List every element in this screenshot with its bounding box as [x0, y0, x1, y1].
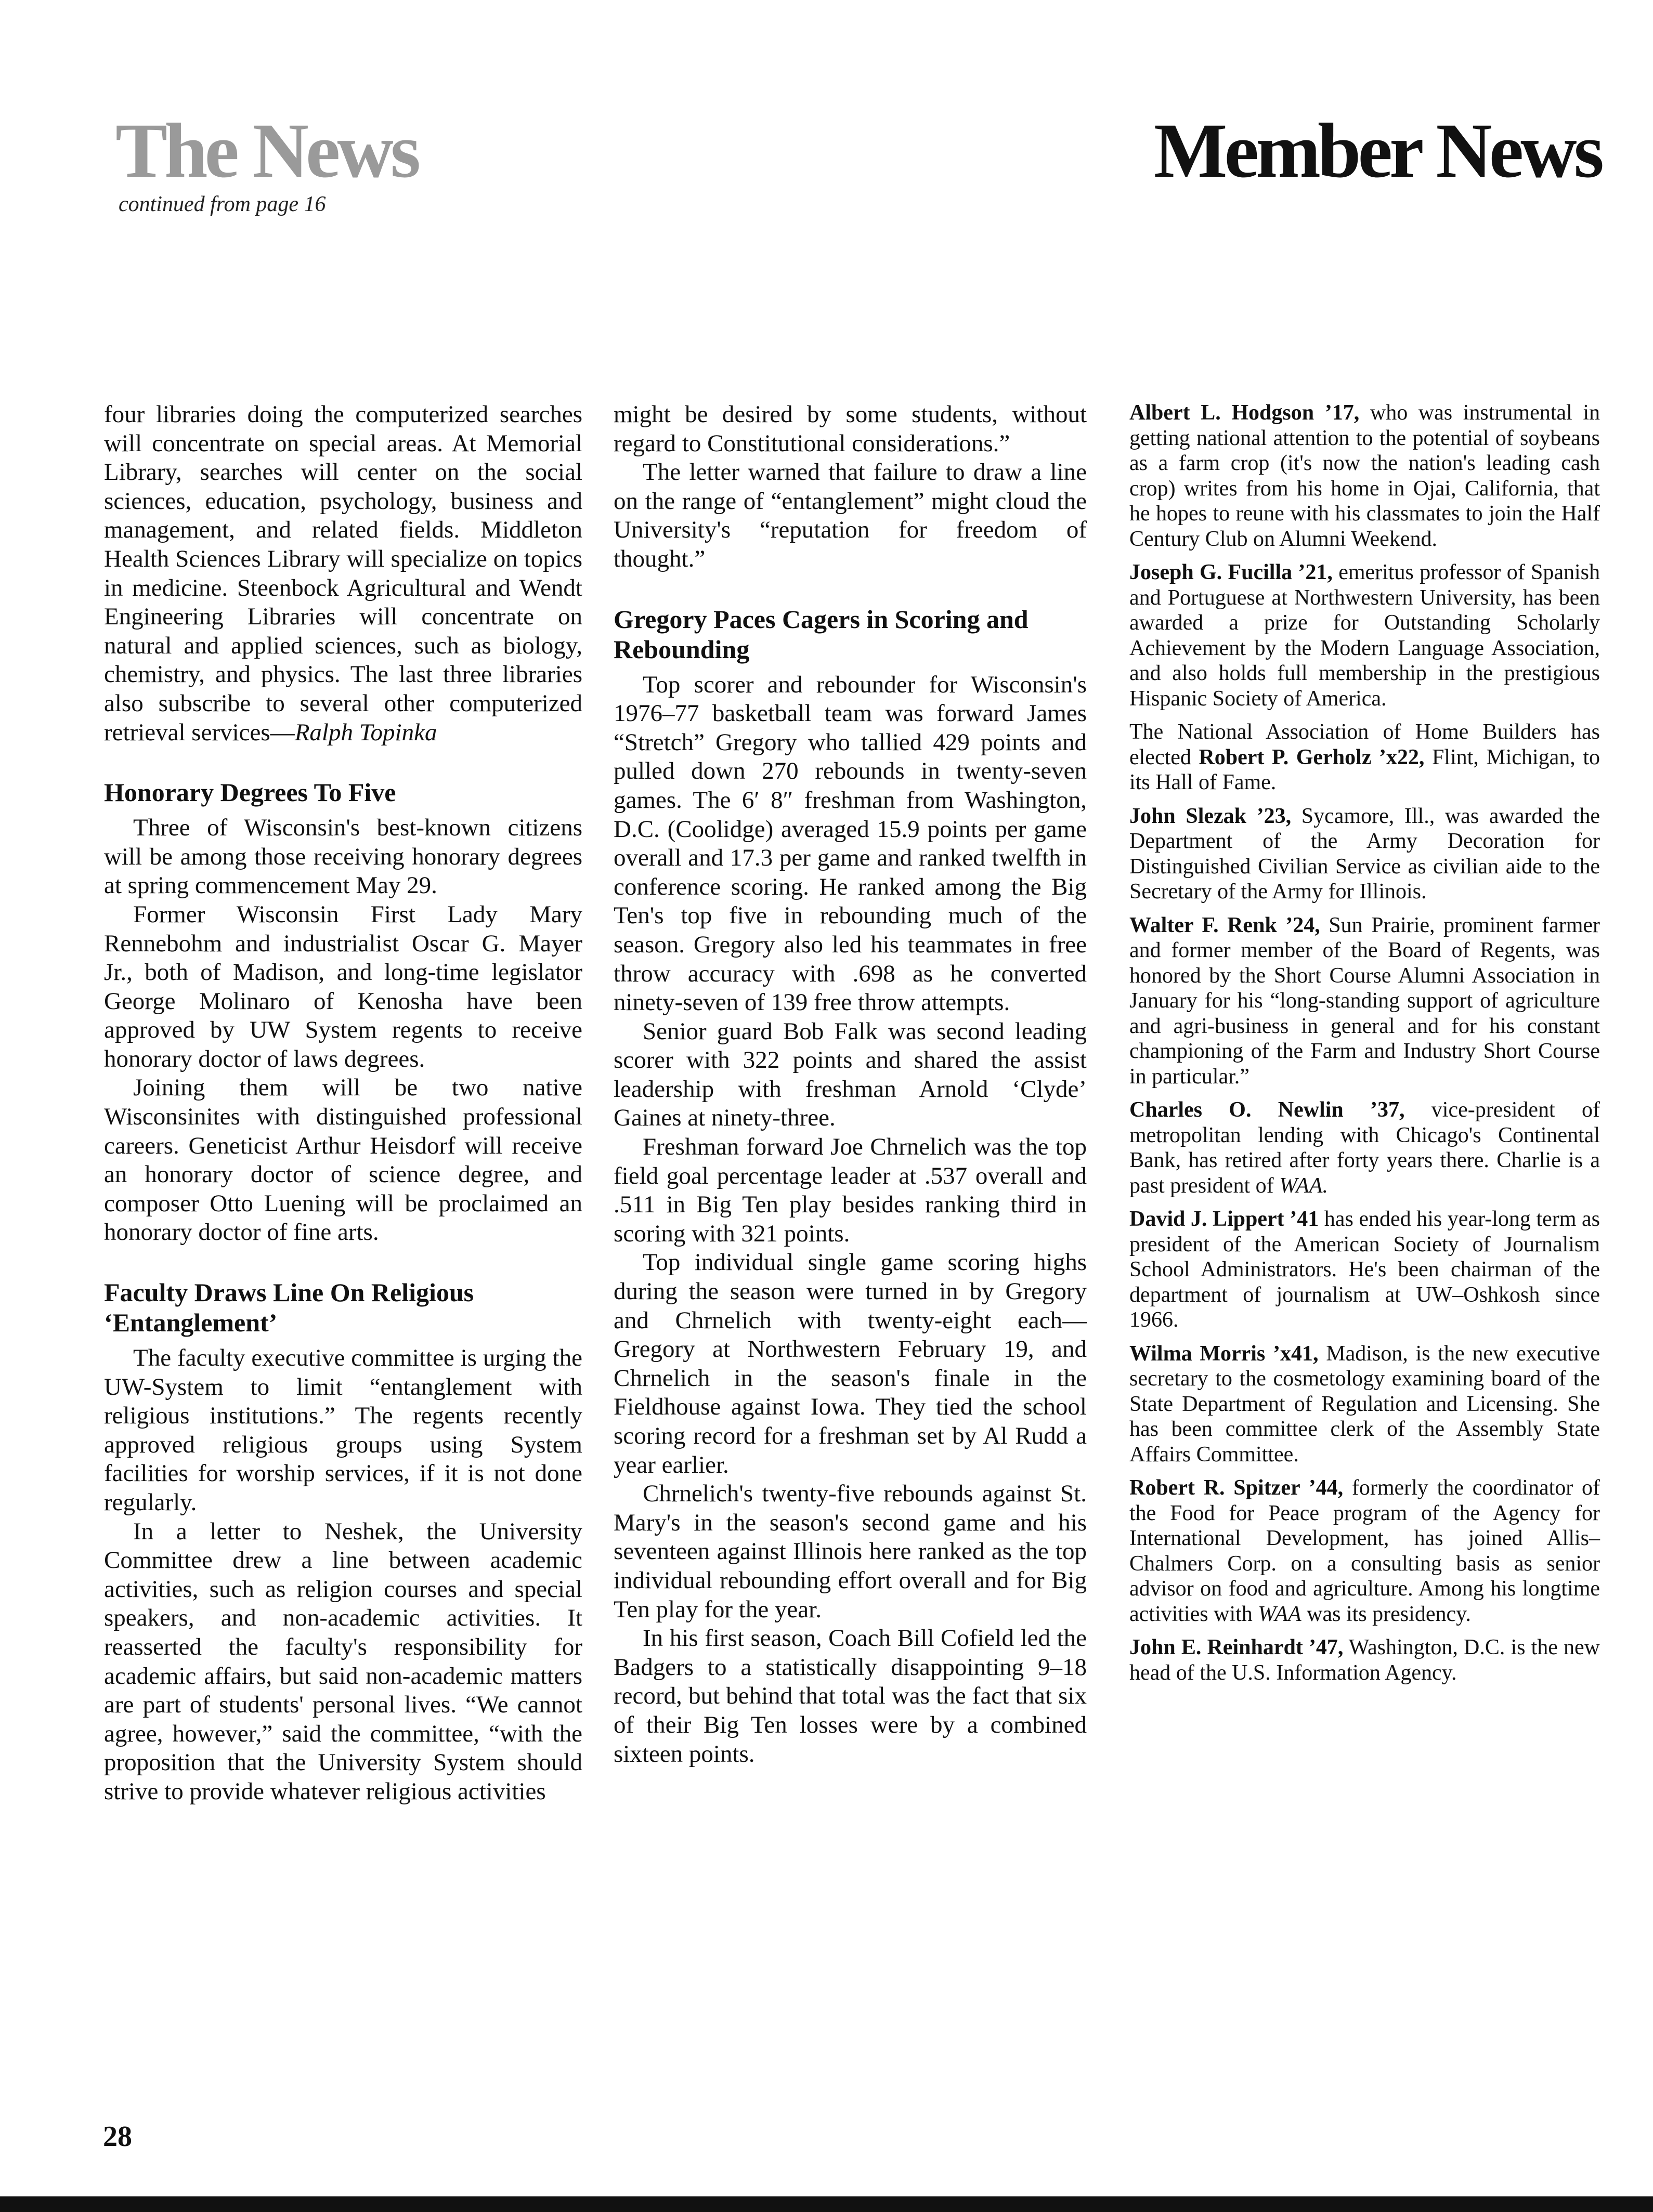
member-entry — [1129, 560, 1600, 711]
member-name: Robert P. Gerholz ’x22, — [1199, 745, 1425, 769]
member-text: was its presidency. — [1301, 1602, 1471, 1626]
member-name: Robert R. Spitzer ’44, — [1129, 1476, 1344, 1500]
member-text: Sycamore, Ill., was awarded the Department of the Army Decoration for Distinguished Civilian Service as civilian aide to the Secretary of the Army for Illinois. — [1129, 804, 1600, 904]
member-text: emeritus professor of Spanish and Portuguese at Northwestern University, has been awarded a prize for Outstanding Scholarly Achievement by the Modern Language Association, and also holds full membership in the prestigious Hispanic Society of America. — [1129, 560, 1600, 711]
continued-note: continued from page 16 — [119, 192, 326, 216]
member-name: David J. Lippert ’41 — [1129, 1207, 1319, 1231]
gregory-paragraph-5: Chrnelich's twenty-five rebounds against St. Mary's in the season's second game and his seventeen against Illinois here ranked as the top individual rebounding effort overall and for Big Ten play for the year. — [614, 1480, 1087, 1623]
member-text: formerly the coordinator of the Food for Peace program of the Agency for International Development, has joined Allis–Chalmers Corp. on a consulting basis as senior advisor on food and agriculture. Among his longtime activities with — [1129, 1476, 1600, 1626]
member-name: John E. Reinhardt ’47, — [1129, 1635, 1344, 1659]
member-name: Walter F. Renk ’24, — [1129, 913, 1320, 937]
faculty-continued-paragraph-2: The letter warned that failure to draw a line on the range of “entanglement” might cloud the University's “reputation for freedom of thought.” — [614, 459, 1087, 572]
member-text: The National Association of Home Builders has elected — [1129, 720, 1600, 769]
member-entry — [1129, 1475, 1600, 1627]
member-name: John Slezak ’23, — [1129, 804, 1292, 828]
member-text-italic: WAA — [1258, 1602, 1301, 1626]
member-entry — [1129, 804, 1600, 905]
member-entry — [1129, 913, 1600, 1090]
honorary-paragraph-3: Joining them will be two native Wisconsinites with distinguished professional careers. Geneticist Arthur Heisdorf will receive an honorary doctor of science degree, and composer Otto Luening will be proclaimed an honorary doctor of fine arts. — [104, 1074, 582, 1246]
library-text: four libraries doing the computerized searches will concentrate on special areas. At Memorial Library, searches will center on the social sciences, education, psychology, business and management, and related fields. Middleton Health Sciences Library will specialize on topics in medicine. Steenbock Agricultural and Wendt Engineering Libraries will concentrate on natural and applied sciences, such as biology, chemistry, and physics. The last three libraries also subscribe to several other computerized retrieval services— — [104, 401, 582, 746]
library-paragraph — [104, 400, 582, 747]
gregory-paragraph-2: Senior guard Bob Falk was second leading scorer with 322 points and shared the assist leadership with freshman Arnold ‘Clyde’ Gaines at ninety-three. — [614, 1017, 1087, 1132]
member-name: Charles O. Newlin ’37, — [1129, 1098, 1405, 1122]
member-text: has ended his year-long term as president of the American Society of Journalism School Administrators. He's been chairman of the department of journalism at UW–Oshkosh since 1966. — [1129, 1207, 1600, 1332]
member-text: Madison, is the new executive secretary to the cosmetology examining board of the State Department of Regulation and Licensing. She has been committee clerk of the Assembly State Affairs Committee. — [1129, 1341, 1600, 1467]
member-text: Washington, D.C. is the new head of the U.S. Information Agency. — [1129, 1635, 1600, 1685]
byline: Ralph Topinka — [294, 718, 437, 746]
member-entry — [1129, 1635, 1600, 1685]
member-entry — [1129, 1097, 1600, 1198]
faculty-continued-paragraph-1: might be desired by some students, without regard to Constitutional considerations.” — [614, 401, 1087, 457]
headline-faculty-draws-line: Faculty Draws Line On Religious ‘Entanglement’ — [104, 1278, 474, 1338]
member-name: Wilma Morris ’x41, — [1129, 1341, 1319, 1366]
member-text: vice-president of metropolitan lending with Chicago's Continental Bank, has retired after forty years there. Charlie is a past president of — [1129, 1098, 1600, 1198]
column-3-member-news — [1129, 400, 1600, 1694]
page-number: 28 — [103, 2121, 132, 2153]
faculty-paragraph-1: The faculty executive committee is urging the UW-System to limit “entanglement with religious institutions.” The regents recently approved religious groups using System facilities for worship services, if it is not done regularly. — [104, 1344, 582, 1516]
section-title-the-news: The News — [115, 108, 418, 194]
gregory-paragraph-6: In his first season, Coach Bill Cofield led the Badgers to a statistically disappointing 9–18 record, but behind that total was the fact that six of their Big Ten losses were by a combined sixteen points. — [614, 1625, 1087, 1768]
headline-gregory-paces-cagers: Gregory Paces Cagers in Scoring and Rebounding — [614, 604, 1029, 664]
gregory-paragraph-4: Top individual single game scoring highs during the season were turned in by Gregory and Chrnelich with twenty-eight each—Gregory at Northwestern February 19, and Chrnelich in the season's finale in the Fieldhouse against Iowa. They tied the school scoring record for a freshman set by Al Rudd a year earlier. — [614, 1249, 1087, 1478]
gregory-paragraph-1: Top scorer and rebounder for Wisconsin's 1976–77 basketball team was forward James “Stretch” Gregory who tallied 429 points and pulled down 270 rebounds in twenty-seven games. The 6′ 8″ freshman from Washington, D.C. (Coolidge) averaged 15.9 points per game overall and 17.3 per game and ranked twelfth in conference scoring. He ranked among the Big Ten's top five in rebounding much of the season. Gregory also led his teammates in free throw accuracy with .698 as he converted ninety-seven of 139 free throw attempts. — [614, 671, 1087, 1016]
member-text: Flint, Michigan, to its Hall of Fame. — [1129, 745, 1600, 794]
member-name: Albert L. Hodgson ’17, — [1129, 401, 1360, 425]
gregory-paragraph-3: Freshman forward Joe Chrnelich was the top field goal percentage leader at .537 overall and .511 in Big Ten play besides ranking third in scoring with 321 points. — [614, 1133, 1087, 1247]
headline-honorary-degrees: Honorary Degrees To Five — [104, 778, 396, 807]
honorary-paragraph-2: Former Wisconsin First Lady Mary Rennebohm and industrialist Oscar G. Mayer Jr., both of Madison, and long-time legislator George Molinaro of Kenosha have been approved by UW System regents to receive honorary doctor of laws degrees. — [104, 900, 582, 1072]
member-text: Sun Prairie, prominent farmer and former member of the Board of Regents, was honored by the Short Course Alumni Association in January for his “long-standing support of agriculture and agri-business in general and for his constant championing of the Farm and Industry Short Course in particular.” — [1129, 913, 1600, 1089]
column-2 — [614, 400, 1087, 1769]
member-name: Joseph G. Fucilla ’21, — [1129, 560, 1333, 584]
member-entry — [1129, 1341, 1600, 1468]
bottom-rule — [0, 2196, 1653, 2212]
faculty-paragraph-2: In a letter to Neshek, the University Committee drew a line between academic activities, such as religion courses and special speakers, and non-academic activities. It reasserted the faculty's responsibility for academic affairs, but said non-academic matters are part of students' personal lives. “We cannot agree, however,” said the committee, “with the proposition that the University System should strive to provide whatever religious activities — [104, 1517, 582, 1805]
member-entry — [1129, 400, 1600, 552]
member-text: who was instrumental in getting national attention to the potential of soybeans as a farm crop (it's now the nation's leading cash crop) writes from his home in Ojai, California, that he hopes to reune with his classmates to join the Half Century Club on Alumni Weekend. — [1129, 401, 1600, 551]
member-entry — [1129, 719, 1600, 795]
column-1 — [104, 400, 582, 1807]
member-entry — [1129, 1207, 1600, 1333]
section-title-member-news: Member News — [1153, 108, 1601, 194]
honorary-paragraph-1: Three of Wisconsin's best-known citizens will be among those receiving honorary degrees at spring commencement May 29. — [104, 814, 582, 899]
member-text-italic: WAA. — [1279, 1173, 1328, 1198]
